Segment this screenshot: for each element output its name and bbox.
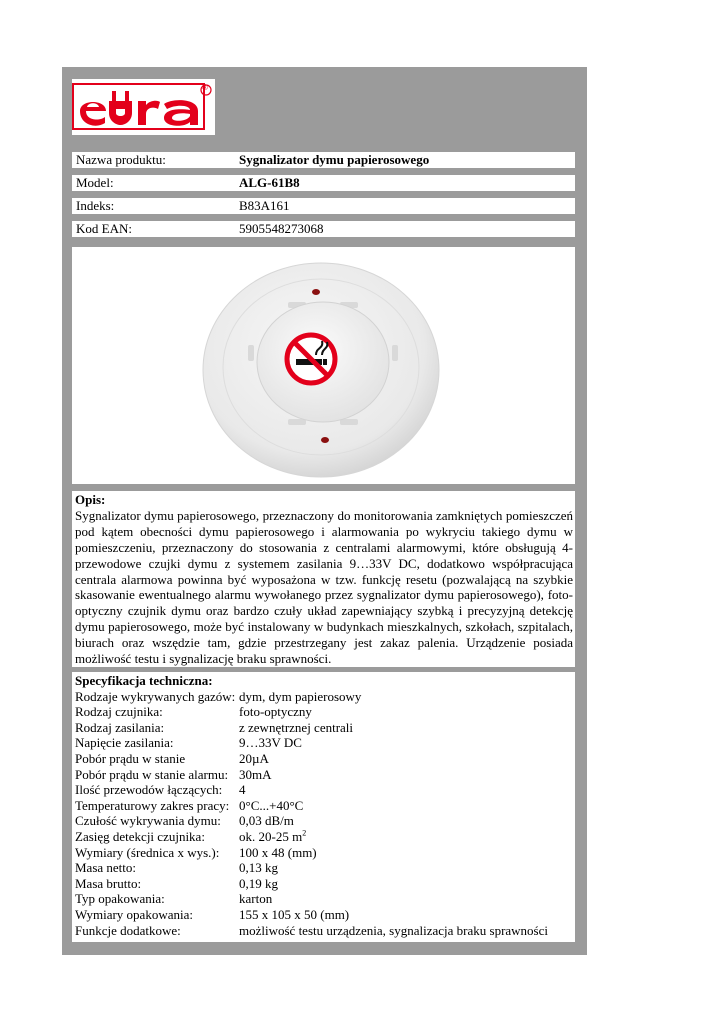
spec-row <box>75 891 575 907</box>
description-text: Sygnalizator dymu papierosowego, przeznaczony do monitorowania zamkniętych pomieszczeń pod kątem obecności dymu papierosowego i alarmowania po wykryciu takiego dymu w pomieszczeniu, przeznaczony do stosowania z centralami alarmowymi, które obsługują 4-przewodowe czujki dymu z systemem zasilania 9…33V DC, dodatkowo współpracująca centrala alarmowa powinna być wyposażona w tzw. funkcję resetu (pozwalającą na szybkie skasowanie ewentualnego alarmu wywołanego przez sygnalizator dymu papierosowego), foto-optyczny czujnik dymu oraz bardzo czuły układ zapewniający szybką i precyzyjną detekcję dymu papierosowego, może być instalowany w budynkach mieszkalnych, szkołach, szpitalach, biurach oraz wszędzie tam, gdzie przestrzegany jest zakaz palenia. Urządzenie posiada możliwość testu i sygnalizację braku sprawności. <box>75 507 573 667</box>
spec-value-text: foto-optyczny <box>239 704 312 720</box>
specifications-section <box>72 672 575 942</box>
spec-value <box>239 923 548 939</box>
spec-key: Wymiary (średnica x wys.): <box>75 844 220 860</box>
spec-row <box>75 704 575 720</box>
spec-value-text: możliwość testu urządzenia, sygnalizacja braku sprawności <box>239 922 548 938</box>
spec-row <box>75 845 575 861</box>
spec-value-text: 0,13 kg <box>239 860 278 876</box>
spec-key: Pobór prądu w stanie <box>75 750 186 766</box>
spec-key: Wymiary opakowania: <box>75 906 193 922</box>
ean-label: Kod EAN: <box>76 221 132 236</box>
spec-value-text: karton <box>239 891 273 907</box>
ean-value: 5905548273068 <box>239 221 324 236</box>
spec-value-text: 4 <box>239 782 246 798</box>
spec-key: Pobór prądu w stanie alarmu: <box>75 766 229 782</box>
spec-row <box>75 923 575 939</box>
spec-value <box>239 782 246 798</box>
index-label: Indeks: <box>76 198 115 213</box>
spec-row <box>75 907 575 923</box>
spec-value-text: 20µA <box>239 750 269 766</box>
spec-key: Rodzaje wykrywanych gazów: <box>75 688 236 704</box>
spec-key: Zasięg detekcji czujnika: <box>75 828 205 844</box>
spec-value <box>239 860 278 876</box>
spec-value-text: z zewnętrznej centrali <box>239 719 354 735</box>
spec-key: Rodzaj zasilania: <box>75 719 165 735</box>
spec-value <box>239 751 269 767</box>
spec-key: Temperaturowy zakres pracy: <box>75 797 230 813</box>
spec-value-text: 30mA <box>239 766 272 782</box>
spec-key: Ilość przewodów łączących: <box>75 782 223 798</box>
brand-logo <box>72 79 215 135</box>
spec-row <box>75 813 575 829</box>
spec-key: Czułość wykrywania dymu: <box>75 813 221 829</box>
spec-value <box>239 907 349 923</box>
smoke-detector-image <box>72 247 575 484</box>
spec-value <box>239 845 317 861</box>
spec-value <box>239 891 272 907</box>
spec-value-text: 0,19 kg <box>239 875 278 891</box>
product-photo <box>72 247 575 484</box>
spec-row <box>75 798 575 814</box>
spec-value <box>239 798 303 814</box>
spec-key: Napięcie zasilania: <box>75 735 174 751</box>
spec-key: Typ opakowania: <box>75 891 165 907</box>
spec-value <box>239 813 294 829</box>
spec-value <box>239 704 312 720</box>
spec-value <box>239 767 272 783</box>
spec-value-text: 155 x 105 x 50 (mm) <box>239 906 350 922</box>
spec-value-text: ok. 20-25 m <box>239 828 303 844</box>
product-sheet <box>62 67 587 955</box>
spec-value-text: dym, dym papierosowy <box>239 688 362 704</box>
description-title: Opis: <box>75 492 106 507</box>
spec-row <box>75 876 575 892</box>
spec-row <box>75 689 575 705</box>
spec-key: Masa brutto: <box>75 875 142 891</box>
eura-logo-icon <box>72 79 215 135</box>
spec-value <box>239 876 278 892</box>
description-section <box>72 491 575 667</box>
specifications-list <box>75 689 575 939</box>
spec-row <box>75 767 575 783</box>
no-smoking-icon <box>287 335 335 383</box>
registered-mark: ® <box>202 83 208 92</box>
index-row <box>72 198 575 214</box>
spec-row <box>75 782 575 798</box>
spec-value-text: 0°C...+40°C <box>239 797 304 813</box>
spec-row <box>75 860 575 876</box>
spec-row <box>75 751 575 767</box>
spec-value <box>239 735 302 751</box>
ean-row <box>72 221 575 237</box>
spec-value-text: 100 x 48 (mm) <box>239 844 317 860</box>
spec-value-superscript: 2 <box>302 828 307 838</box>
model-row <box>72 175 575 191</box>
spec-value <box>239 689 361 705</box>
model-label: Model: <box>76 175 114 190</box>
spec-value-text: 0,03 dB/m <box>239 813 294 829</box>
spec-value <box>239 720 353 736</box>
spec-key: Funkcje dodatkowe: <box>75 922 181 938</box>
product-name-value: Sygnalizator dymu papierosowego <box>239 152 430 167</box>
spec-value-text: 9…33V DC <box>239 735 302 751</box>
specifications-title: Specyfikacja techniczna: <box>75 673 213 688</box>
spec-key: Masa netto: <box>75 860 137 876</box>
model-value: ALG-61B8 <box>239 175 300 190</box>
spec-row <box>75 829 575 845</box>
product-name-label: Nazwa produktu: <box>76 152 166 167</box>
spec-value <box>239 829 306 845</box>
index-value: B83A161 <box>239 198 290 213</box>
spec-row <box>75 720 575 736</box>
spec-key: Rodzaj czujnika: <box>75 704 163 720</box>
spec-row <box>75 735 575 751</box>
product-name-row <box>72 152 575 168</box>
